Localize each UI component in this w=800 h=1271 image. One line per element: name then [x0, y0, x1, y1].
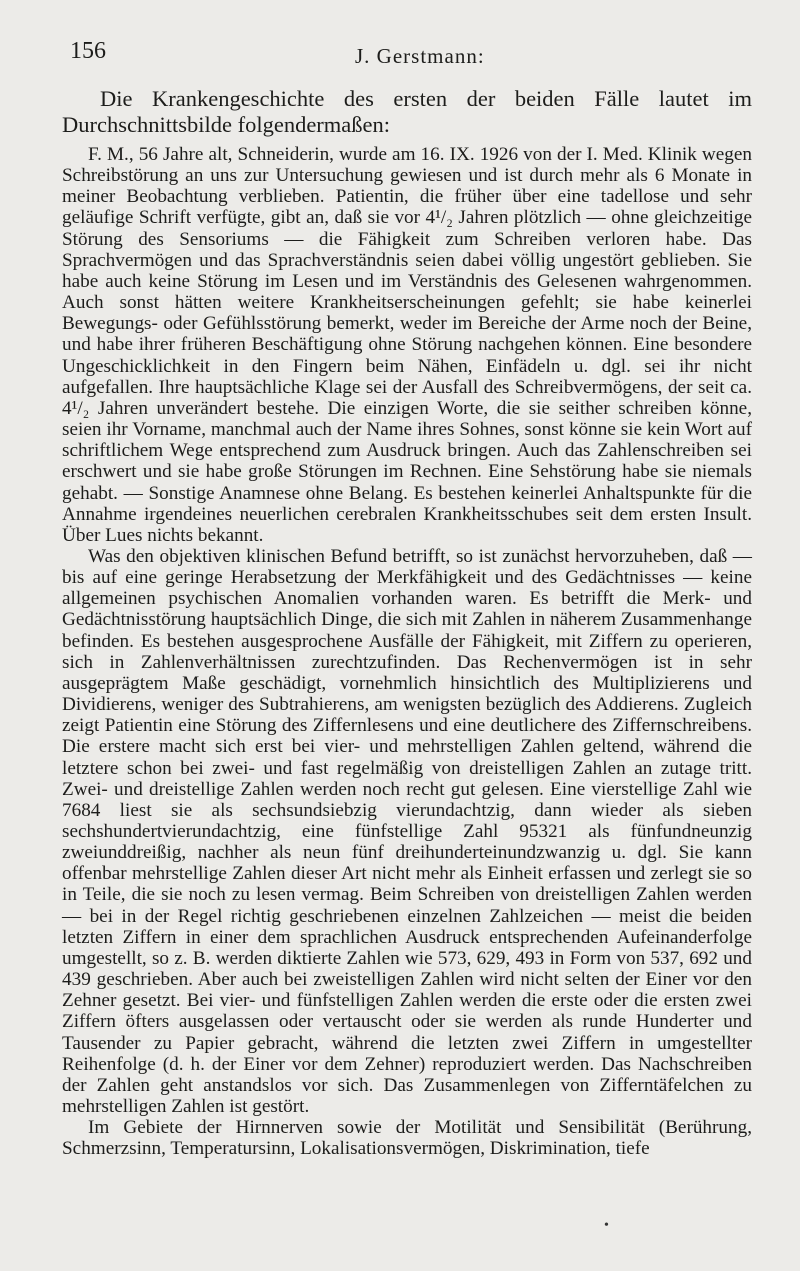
case-paragraph-findings: Was den objektiven klinischen Befund betrifft, so ist zunächst hervorzuheben, daß — bis auf eine geringe Herabsetzung der Merkfähigkeit und des Gedächtnisses — keine allgemeinen psychischen Anomalien vorhanden waren. Es betrifft die Merk- und Gedächtnisstörung hauptsächlich Dinge, die sich mit Zahlen in näherem Zusammenhange befinden. Es bestehen ausgesprochene Ausfälle der Fähigkeit, mit Ziffern zu operieren, sich in Zahlenverhältnissen zurechtzufinden. Das Rechenvermögen ist in sehr ausgeprägtem Maße geschädigt, vornehmlich hinsichtlich des Multiplizierens und Dividierens, weniger des Subtrahierens, am wenigsten bezüglich des Addierens. Zugleich zeigt Patientin eine Störung des Ziffernlesens und eine deutlichere des Ziffernschreibens. Die erstere macht sich erst bei vier- und mehrstelligen Zahlen geltend, während die letztere schon bei zwei- und fast regelmäßig von dreistelligen Zahlen an zutage tritt. Zwei- und dreistellige Zahlen werden noch recht gut gelesen. Eine vierstellige Zahl wie 7684 liest sie als sechsundsiebzig vierundachtzig, dann wieder als sieben sechshundertvierundachtzig, eine fünfstellige Zahl 95321 als fünfundneunzig zweiunddreißig, nachher als neun fünf dreihunderteinundzwanzig u. dgl. Sie kann offenbar mehrstellige Zahlen dieser Art nicht mehr als Einheit erfassen und zerlegt sie so in Teile, die sie noch zu lesen vermag. Beim Schreiben von dreistelligen Zahlen werden — bei in der Regel richtig geschriebenen einzelnen Zahlzeichen — meist die beiden letzten Ziffern in einer dem sprachlichen Ausdruck entsprechenden Aufeinanderfolge umgestellt, so z. B. werden diktierte Zahlen wie 573, 629, 493 in Form von 537, 692 und 439 geschrieben. Aber auch bei zweistelligen Zahlen wird nicht selten der Einer vor den Zehner gesetzt. Bei vier- und fünfstelligen Zahlen werden die erste oder die ersten zwei Ziffern öfters ausgelassen oder vertauscht oder sie werden als runde Hunderter und Tausender zu Papier gebracht, während die letzten zwei Ziffern in umgestellter Reihenfolge (d. h. der Einer vor dem Zehner) reproduziert werden. Das Nachschreiben der Zahlen geht anstandslos vor sich. Das Zusammenlegen von Zifferntäfelchen zu mehrstelligen Zahlen ist gestört. [62, 545, 752, 1118]
page-header [0, 38, 800, 72]
intro-paragraph: Die Krankengeschichte des ersten der beiden Fälle lautet im Durchschnittsbilde folgendermaßen: [62, 86, 752, 137]
page-number: 156 [70, 38, 106, 64]
case-paragraph-anamnesis: F. M., 56 Jahre alt, Schneiderin, wurde am 16. IX. 1926 von der I. Med. Klinik wegen Schreibstörung an uns zur Untersuchung gewiesen und ist durch mehr als 6 Monate in meiner Beobachtung verblieben. Patientin, die früher über eine tadellose und sehr geläufige Schrift verfügte, gibt an, daß sie vor 4¹/₂ Jahren plötzlich — ohne gleichzeitige Störung des Sensoriums — die Fähigkeit zum Schreiben verloren habe. Das Sprachvermögen und das Sprachverständnis seien dabei völlig ungestört geblieben. Sie habe auch keine Störung im Lesen und im Verständnis des Gelesenen wahrgenommen. Auch sonst hätten weitere Krankheitserscheinungen gefehlt; sie habe keinerlei Bewegungs- oder Gefühlsstörung bemerkt, weder im Bereiche der Arme noch der Beine, und habe ihrer früheren Beschäftigung ohne Störung nachgehen können. Eine besondere Ungeschicklichkeit in den Fingern beim Nähen, Einfädeln u. dgl. sei ihr nicht aufgefallen. Ihre hauptsächliche Klage sei der Ausfall des Schreibvermögens, der seit ca. 4¹/₂ Jahren unverändert bestehe. Die einzigen Worte, die sie seither schreiben könne, seien ihr Vorname, manchmal auch der Name ihres Sohnes, sonst könne sie kein Wort auf schriftlichem Wege entsprechend zum Ausdruck bringen. Auch das Zahlenschreiben sei erschwert und sie habe große Störungen im Rechnen. Eine Sehstörung habe sie niemals gehabt. — Sonstige Anamnese ohne Belang. Es bestehen keinerlei Anhaltspunkte für die Annahme irgendeines neuerlichen cerebralen Krankheitsschubes seit dem ersten Insult. Über Lues nichts bekannt. [62, 144, 752, 546]
running-head: J. Gerstmann: [355, 44, 485, 68]
print-mark: • [604, 1218, 609, 1233]
page-body [62, 86, 752, 1160]
case-history [62, 144, 752, 1160]
case-paragraph-neurology: Im Gebiete der Hirnnerven sowie der Motilität und Sensibilität (Berührung, Schmerzsinn, Temperatursinn, Lokalisationsvermögen, Diskrimination, tiefe [62, 1117, 752, 1160]
